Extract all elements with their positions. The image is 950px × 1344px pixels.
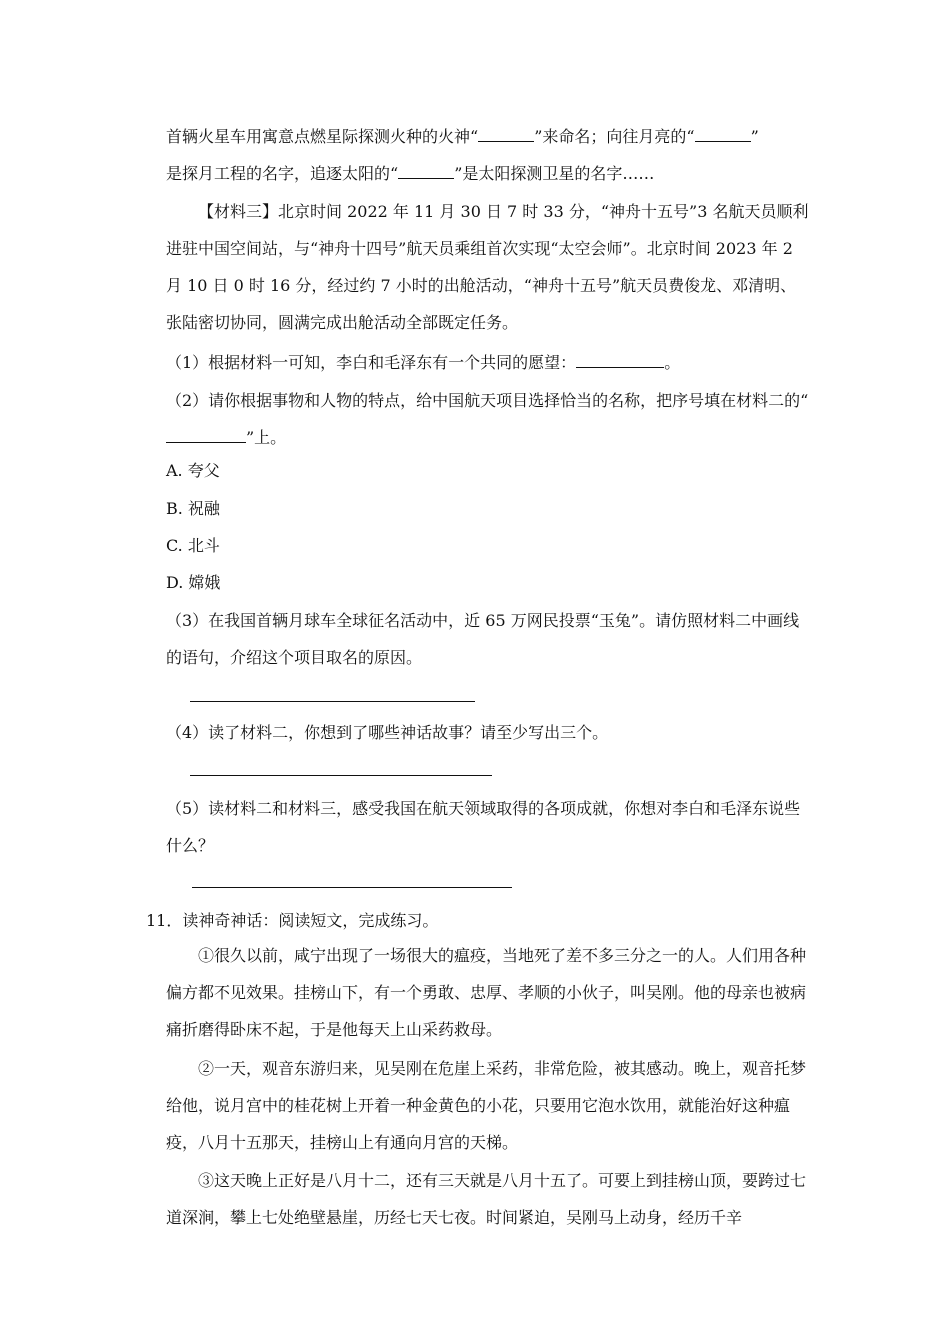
intro-text-2a: 是探月工程的名字，追逐太阳的“ bbox=[166, 164, 399, 183]
answer-line-3[interactable] bbox=[190, 701, 475, 702]
question-1 bbox=[166, 344, 810, 381]
intro-text-1c: ” bbox=[750, 127, 759, 146]
question-4: （4）读了材料二，你想到了哪些神话故事？请至少写出三个。 bbox=[166, 723, 609, 742]
blank-moon-project[interactable] bbox=[695, 123, 751, 142]
question-2-blank[interactable] bbox=[166, 424, 246, 443]
story-paragraph-2: ②一天，观音东游归来，见吴刚在危崖上采药，非常危险，被其感动。晚上，观音托梦给他，说月宫中的桂花树上开着一种金黄色的小花，只要用它泡水饮用，就能治好这种瘟疫，八月十五那天，挂榜山上有通向月宫的天梯。 bbox=[166, 1059, 807, 1152]
story-paragraph-3: ③这天晚上正好是八月十二，还有三天就是八月十五了。可要上到挂榜山顶，要跨过七道深涧，攀上七处绝壁悬崖，历经七天七夜。时间紧迫，吴刚马上动身，经历千辛 bbox=[166, 1171, 807, 1227]
question-1-end: 。 bbox=[664, 353, 681, 372]
question-2 bbox=[166, 382, 810, 456]
story-paragraph-1: ①很久以前，咸宁出现了一场很大的瘟疫，当地死了差不多三分之一的人。人们用各种偏方都不见效果。挂榜山下，有一个勇敢、忠厚、孝顺的小伙子，叫吴刚。他的母亲也被病痛折磨得卧床不起，于是他每天上山采药救母。 bbox=[166, 946, 807, 1039]
question-2-end: ”上。 bbox=[246, 428, 287, 447]
option-a[interactable]: A. 夸父 bbox=[166, 461, 220, 480]
question-1-blank[interactable] bbox=[576, 349, 664, 368]
answer-line-4[interactable] bbox=[190, 775, 492, 776]
option-b[interactable]: B. 祝融 bbox=[166, 499, 220, 518]
intro-text-1a: 首辆火星车用寓意点燃星际探测火种的火神“ bbox=[166, 127, 479, 146]
intro-text-1b: ”来命名；向往月亮的“ bbox=[534, 127, 695, 146]
question-11: 11．读神奇神话：阅读短文，完成练习。 bbox=[146, 911, 439, 930]
answer-line-5[interactable] bbox=[192, 887, 512, 888]
question-1-text: （1）根据材料一可知，李白和毛泽东有一个共同的愿望： bbox=[166, 353, 577, 372]
intro-text-2b: ”是太阳探测卫星的名字…… bbox=[454, 164, 655, 183]
question-2-text: （2）请你根据事物和人物的特点，给中国航天项目选择恰当的名称，把序号填在材料二的“ bbox=[166, 391, 809, 410]
blank-sun-satellite[interactable] bbox=[398, 160, 454, 179]
option-d[interactable]: D. 嫦娥 bbox=[166, 573, 221, 592]
option-c[interactable]: C. 北斗 bbox=[166, 536, 220, 555]
intro-paragraph bbox=[166, 118, 810, 192]
material-3: 【材料三】北京时间 2022 年 11 月 30 日 7 时 33 分，“神舟十五号”3 名航天员顺利进驻中国空间站，与“神舟十四号”航天员乘组首次实现“太空会师”。北京时间 2023 年 2 月 10 日 0 时 16 分，经过约 7 小时的出舱活动，“神舟十五号”航天员费俊龙、邓清明、张陆密切协同，圆满完成出舱活动全部既定任务。 bbox=[166, 202, 809, 332]
question-3: （3）在我国首辆月球车全球征名活动中，近 65 万网民投票“玉兔”。请仿照材料二中画线的语句，介绍这个项目取名的原因。 bbox=[166, 611, 800, 667]
blank-fire-god[interactable] bbox=[478, 123, 534, 142]
question-5: （5）读材料二和材料三，感受我国在航天领域取得的各项成就，你想对李白和毛泽东说些什么？ bbox=[166, 799, 801, 855]
